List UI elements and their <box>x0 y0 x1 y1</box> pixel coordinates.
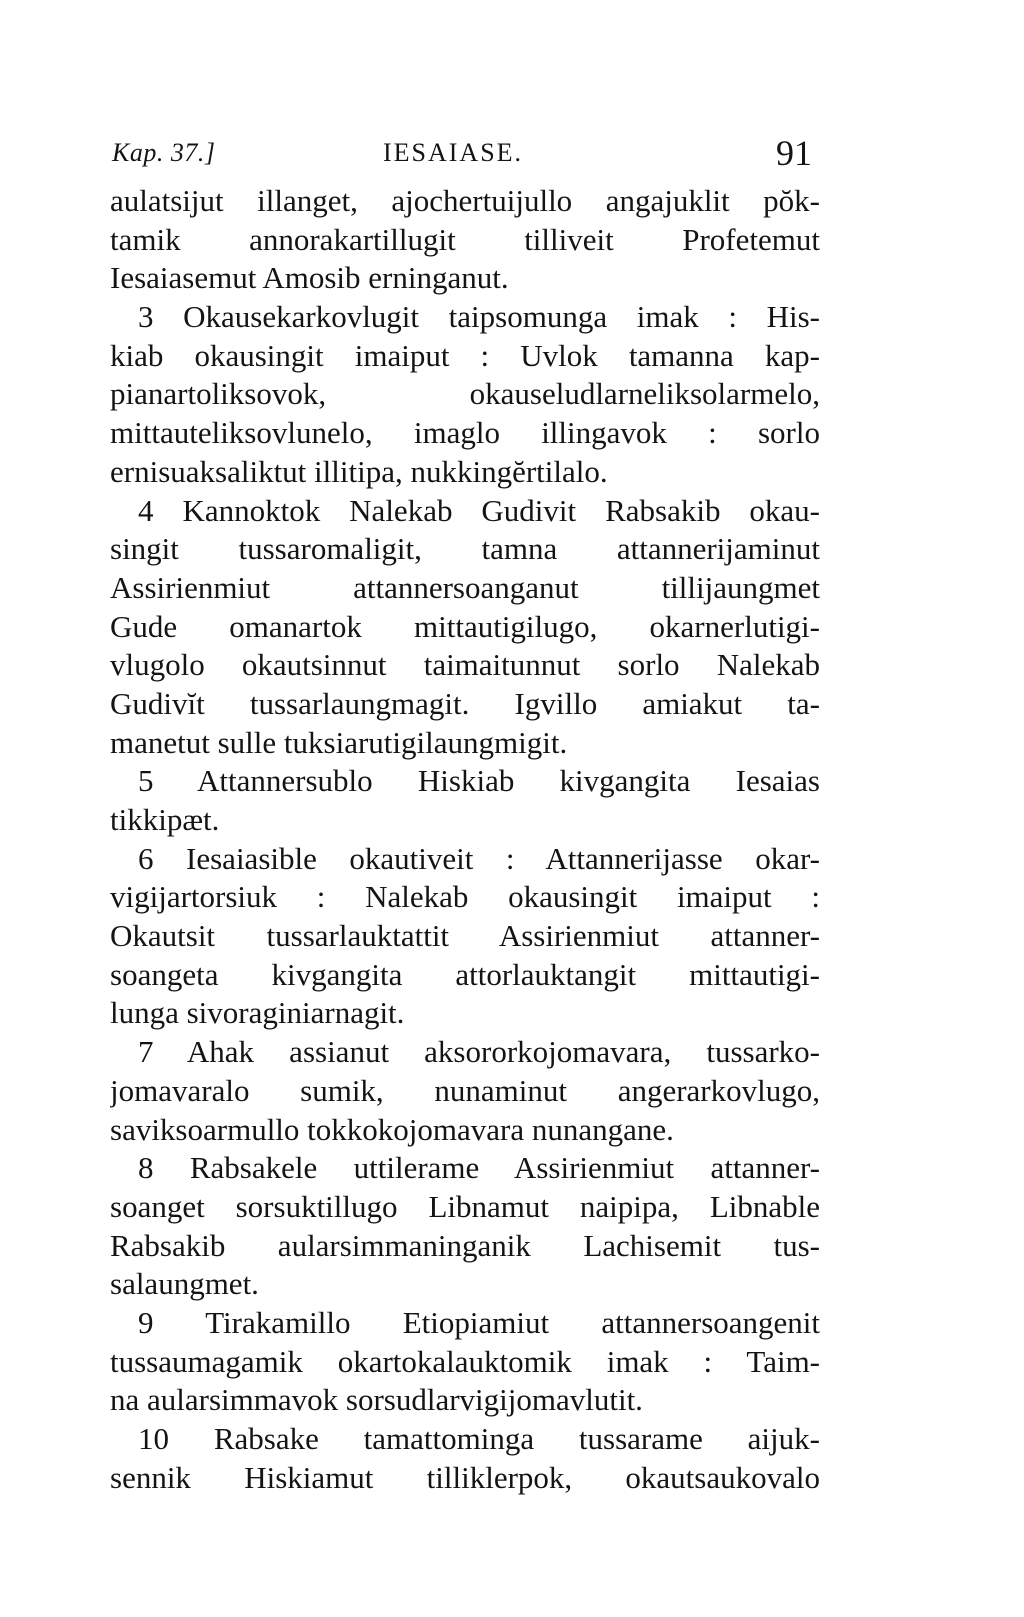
text-line: tussaumagamik okartokalauktomik imak : Taim- <box>110 1343 820 1379</box>
verse-start-line: 9 Tirakamillo Etiopiamiut attannersoangenit <box>138 1304 820 1340</box>
text-line: kiab okausingit imaiput : Uvlok tamanna kap- <box>110 337 820 373</box>
text-line: singit tussaromaligit, tamna attannerijaminut <box>110 531 820 567</box>
text-line: sennik Hiskiamut tilliklerpok, okautsaukovalo <box>110 1459 820 1495</box>
text-line: tikkipæt. <box>110 802 220 837</box>
text-line: Rabsakib aularsimmaninganik Lachisemit tus- <box>110 1227 820 1263</box>
text-line: Gude omanartok mittautigilugo, okarnerlutigi- <box>110 608 820 644</box>
text-line: jomavaralo sumik, nunaminut angerarkovlugo, <box>110 1072 820 1108</box>
verse-start-line: 6 Iesaiasible okautiveit : Attannerijasse okar- <box>138 840 820 876</box>
verse-start-line: 4 Kannoktok Nalekab Gudivit Rabsakib okau- <box>138 492 820 528</box>
verse-start-line: 3 Okausekarkovlugit taipsomunga imak : His- <box>138 299 820 335</box>
text-line: aulatsijut illanget, ajochertuijullo angajuklit pŏk- <box>110 183 820 218</box>
text-line: manetut sulle tuksiarutigilaungmigit. <box>110 724 568 760</box>
text-line: pianartoliksovok, okauseludlarneliksolarmelo, <box>110 376 820 412</box>
chapter-reference: Kap. 37.] <box>112 138 216 167</box>
text-line: na aularsimmavok sorsudlarvigijomavlutit. <box>110 1382 643 1418</box>
verse-start-line: 8 Rabsakele uttilerame Assirienmiut attanner- <box>138 1150 820 1186</box>
text-line: lunga sivoraginiarnagit. <box>110 995 405 1031</box>
text-line: salaungmet. <box>110 1266 259 1302</box>
book-page <box>110 128 820 1497</box>
book-title: IESAIASE. <box>383 138 524 167</box>
verse-start-line: 5 Attannersublo Hiskiab kivgangita Iesaias <box>138 763 820 799</box>
text-line: soangeta kivgangita attorlauktangit mittautigi- <box>110 956 820 992</box>
text-line: Gudivĭt tussarlaungmagit. Igvillo amiakut ta- <box>110 685 820 721</box>
text-line: vlugolo okautsinnut taimaitunnut sorlo Nalekab <box>110 647 820 683</box>
text-line: Iesaiasemut Amosib erninganut. <box>110 260 509 296</box>
text-line: Assirienmiut attannersoanganut tillijaungmet <box>110 569 820 605</box>
running-head <box>110 128 820 182</box>
verse-start-line: 10 Rabsake tamattominga tussarame aijuk- <box>138 1421 820 1456</box>
text-line: ernisuaksaliktut illitipa, nukkingĕrtilalo. <box>110 453 608 489</box>
text-line: Okautsit tussarlauktattit Assirienmiut attanner- <box>110 918 820 954</box>
verse-start-line: 7 Ahak assianut aksororkojomavara, tussarko- <box>138 1034 820 1070</box>
text-line: tamik annorakartillugit tilliveit Profetemut <box>110 221 820 257</box>
text-line: saviksoarmullo tokkokojomavara nunangane. <box>110 1111 674 1147</box>
text-line: soanget sorsuktillugo Libnamut naipipa, Libnable <box>110 1188 820 1224</box>
page-number: 91 <box>776 133 812 173</box>
text-line: mittauteliksovlunelo, imaglo illingavok : sorlo <box>110 415 820 451</box>
body-text <box>110 182 820 1497</box>
text-line: vigijartorsiuk : Nalekab okausingit imaiput : <box>110 879 820 915</box>
